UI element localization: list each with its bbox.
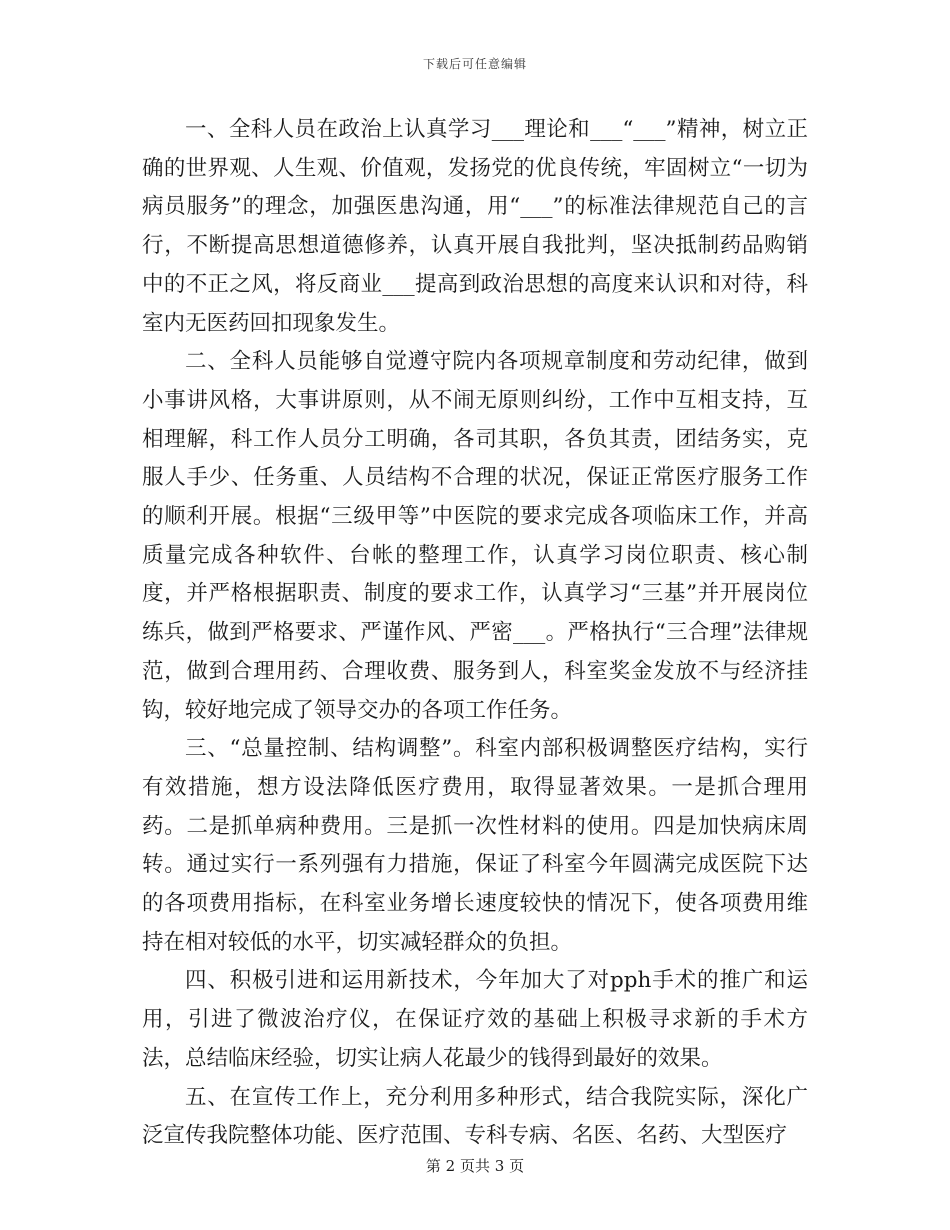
document-body: [142, 111, 808, 1156]
paragraph-1: 一、全科人员在政治上认真学习___理论和___“___”精神，树立正确的世界观、人生观、价值观，发扬党的优良传统，牢固树立“一切为病员服务”的理念，加强医患沟通，用“___”的标准法律规范自己的言行，不断提高思想道德修养，认真开展自我批判，坚决抵制药品购销中的不正之风，将反商业___提高到政治思想的高度来认识和对待，科室内无医药回扣现象发生。: [142, 117, 808, 336]
page-header: 下载后可任意编辑: [422, 57, 527, 71]
paragraph-2: 二、全科人员能够自觉遵守院内各项规章制度和劳动纪律，做到小事讲风格，大事讲原则，从不闹无原则纠纷，工作中互相支持，互相理解，科工作人员分工明确，各司其职，各负其责，团结务实，克服人手少、任务重、人员结构不合理的状况，保证正常医疗服务工作的顺利开展。根据“三级甲等”中医院的要求完成各项临床工作，并高质量完成各种软件、台帐的整理工作，认真学习岗位职责、核心制度，并严格根据职责、制度的要求工作，认真学习“三基”并开展岗位练兵，做到严格要求、严谨作风、严密___。严格执行“三合理”法律规范，做到合理用药、合理收费、服务到人，科室奖金发放不与经济挂钩，较好地完成了领导交办的各项工作任务。: [142, 349, 808, 723]
paragraph-3: 三、“总量控制、结构调整”。科室内部积极调整医疗结构，实行有效措施，想方设法降低医疗费用，取得显著效果。一是抓合理用药。二是抓单病种费用。三是抓一次性材料的使用。四是加快病床周转。通过实行一系列强有力措施，保证了科室今年圆满完成医院下达的各项费用指标，在科室业务增长速度较快的情况下，使各项费用维持在相对较低的水平，切实减轻群众的负担。: [142, 736, 808, 955]
paragraph-4: 四、积极引进和运用新技术，今年加大了对pph手术的推广和运用，引进了微波治疗仪，在保证疗效的基础上积极寻求新的手术方法，总结临床经验，切实让病人花最少的钱得到最好的效果。: [142, 968, 808, 1071]
paragraph-5: 五、在宣传工作上，充分利用多种形式，结合我院实际，深化广泛宣传我院整体功能、医疗范围、专科专病、名医、名药、大型医疗: [142, 1084, 808, 1149]
page-footer: 第 2 页共 3 页: [425, 1157, 525, 1175]
